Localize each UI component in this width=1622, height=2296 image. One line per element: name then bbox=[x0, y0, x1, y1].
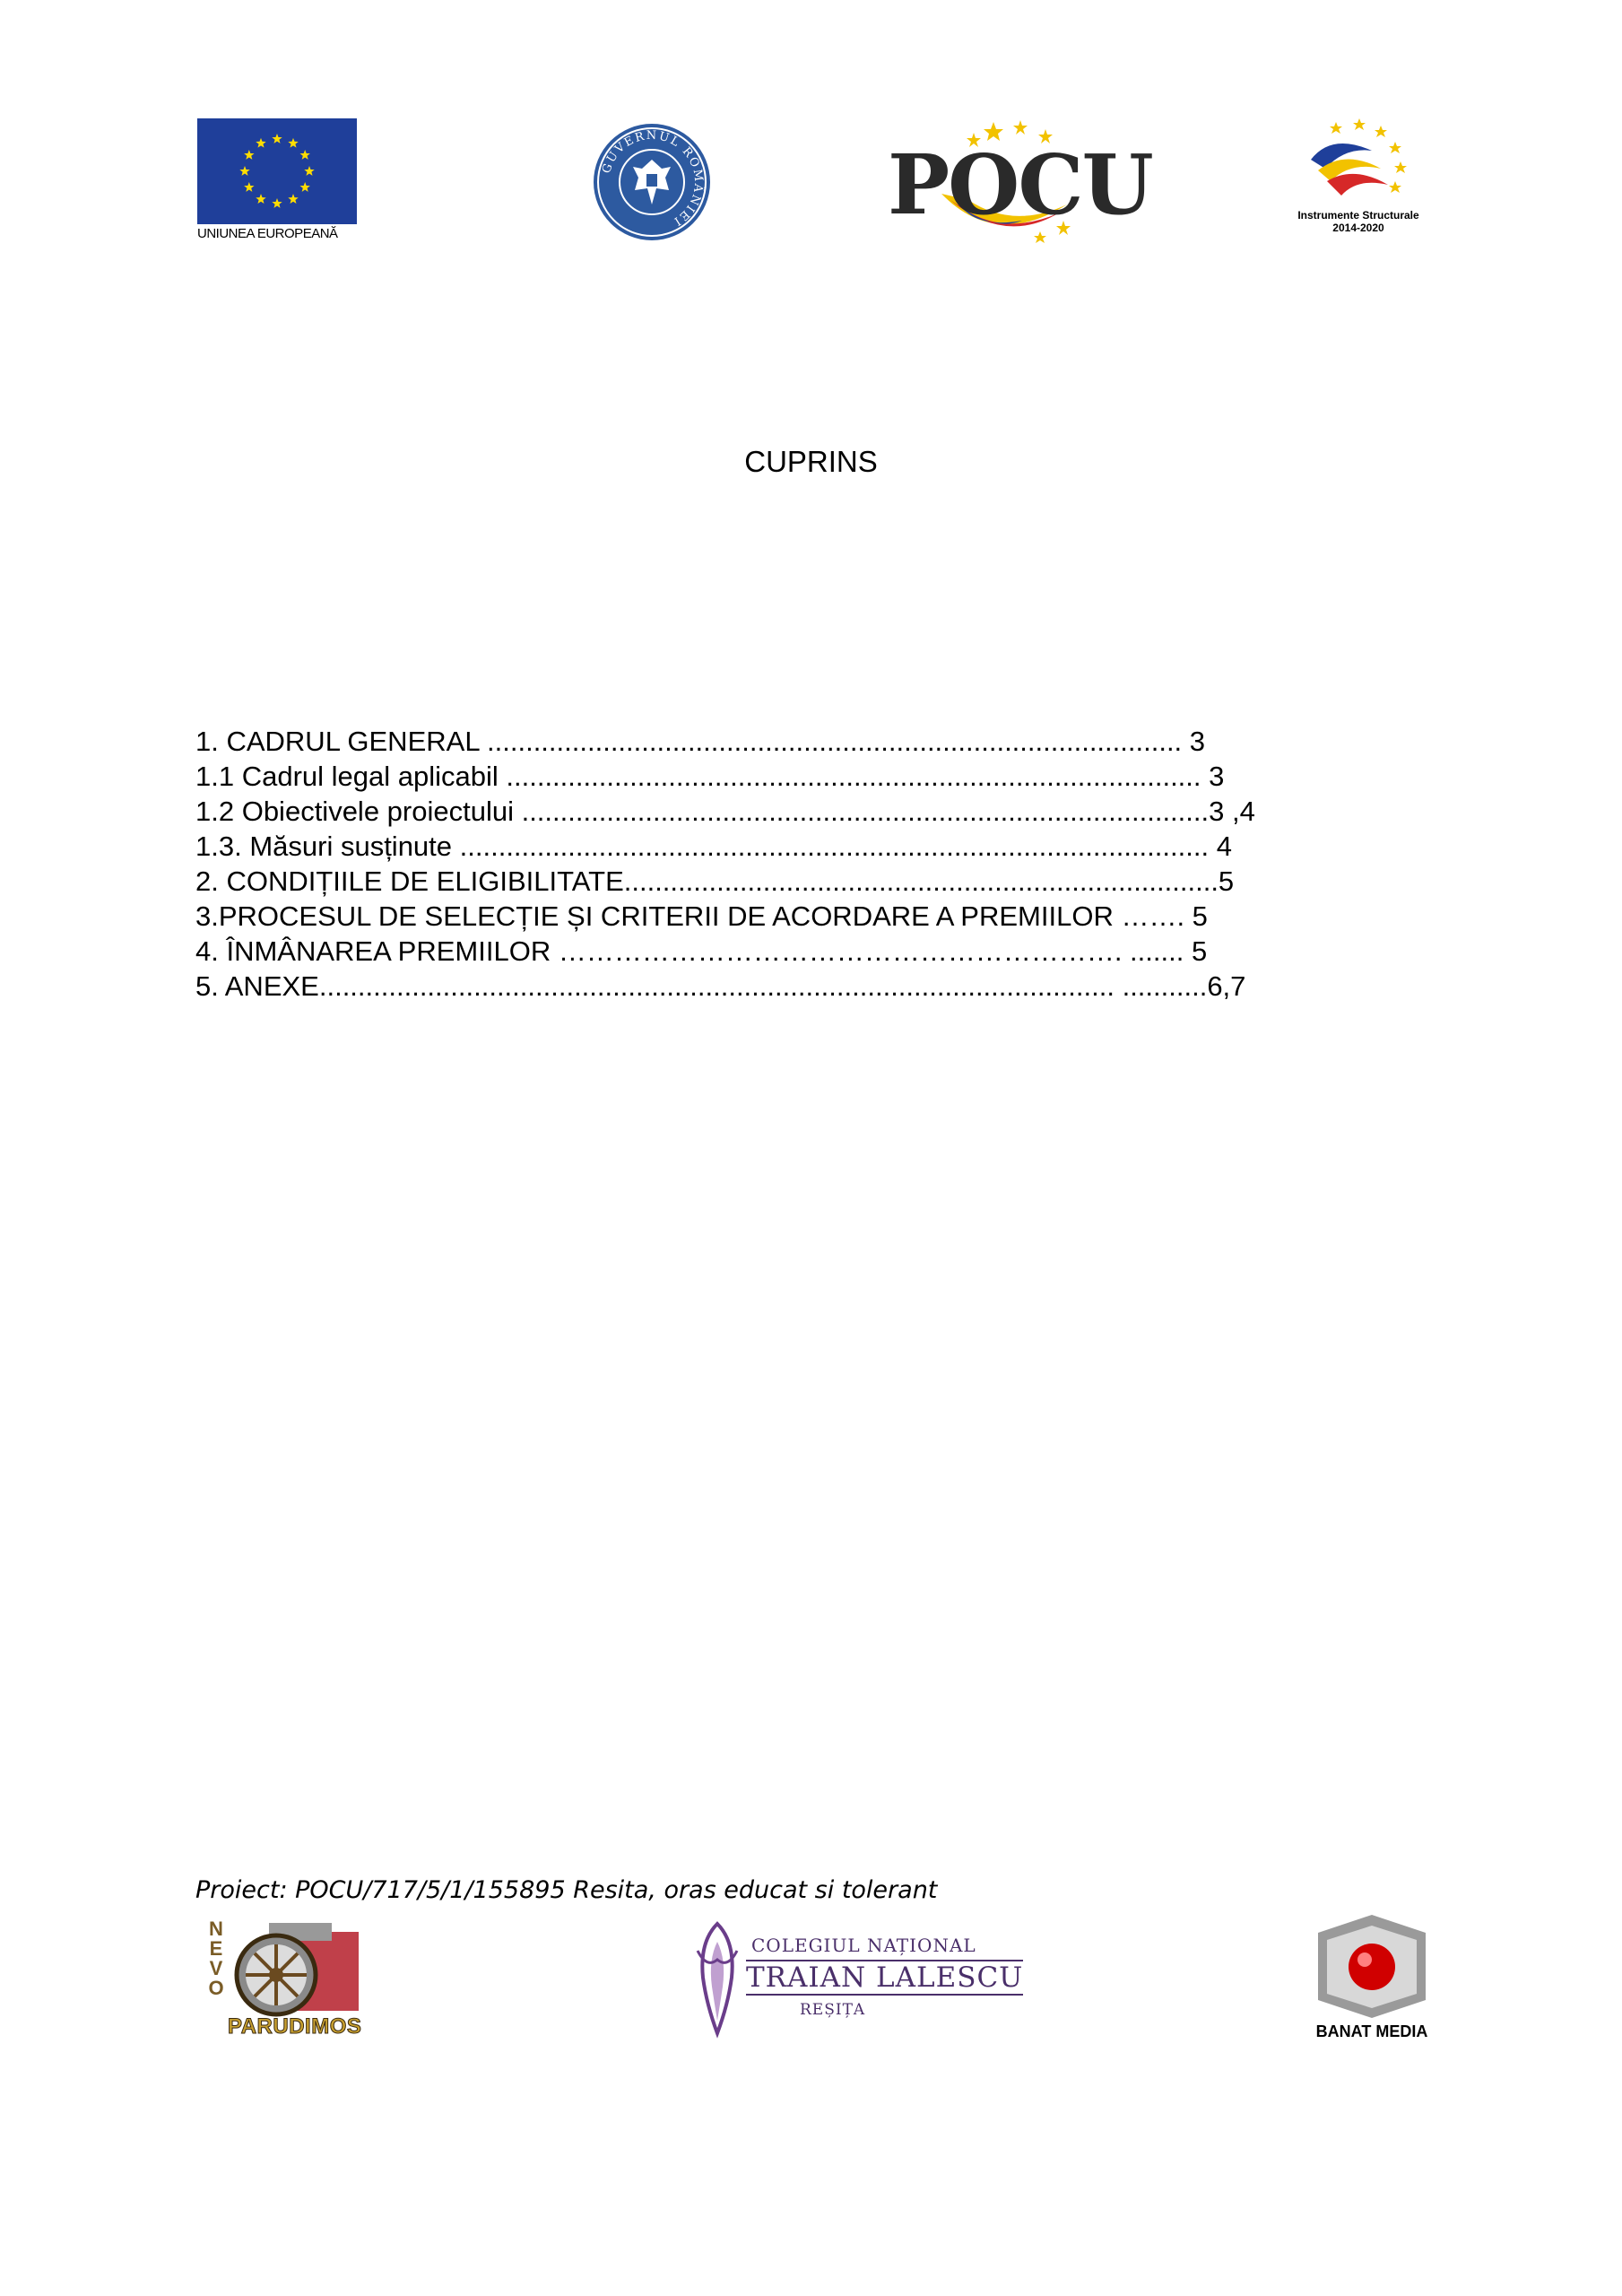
instrumente-structurale-caption bbox=[1291, 209, 1426, 234]
eu-logo bbox=[197, 118, 359, 242]
phoenix-emblem-icon bbox=[690, 1915, 744, 2040]
toc-entry: 5. ANEXE....................................................................................................... ...........6,7 bbox=[195, 970, 1246, 1002]
toc-entry: 1. CADRUL GENERAL .......................................................................................... 3 bbox=[195, 726, 1206, 757]
toc-entry: 1.3. Măsuri susținute ................................................................................................. 4 bbox=[195, 831, 1232, 862]
footer-project-line: Proiect: POCU/717/5/1/155895 Resita, oras educat si tolerant bbox=[195, 1876, 938, 1904]
government-romania-logo bbox=[592, 122, 712, 242]
page-title: CUPRINS bbox=[744, 445, 878, 478]
banat-media-icon bbox=[1309, 1915, 1435, 2018]
gov-ring-text: GUVERNUL ROMÂNIEI bbox=[600, 128, 706, 229]
table-of-contents bbox=[195, 724, 1361, 1004]
nevo-parudimos-logo bbox=[206, 1919, 368, 2045]
instrumente-structurale-logo bbox=[1291, 115, 1426, 249]
toc-entry: 1.1 Cadrul legal aplicabil .......................................................................................... 3 bbox=[195, 761, 1225, 792]
nevo-side-label: NEVO bbox=[208, 1918, 224, 1999]
wagon-wheel-icon bbox=[206, 1919, 368, 2018]
nevo-parudimos-name: PARUDIMOS bbox=[228, 2014, 362, 2039]
eu-caption: UNIUNEA EUROPEANĂ bbox=[197, 226, 338, 241]
colegiul-national-logo bbox=[690, 1915, 1024, 2040]
eu-flag-icon bbox=[197, 118, 357, 224]
banat-media-name: BANAT MEDIA bbox=[1315, 2022, 1428, 2040]
instrumente-structurale-icon bbox=[1291, 115, 1426, 208]
colegiu-line3: REȘIȚA bbox=[800, 2001, 866, 2019]
toc-entry: 1.2 Obiectivele proiectului .........................................................................................3 ,4 bbox=[195, 796, 1255, 827]
colegiu-line1: COLEGIUL NAȚIONAL bbox=[751, 1935, 976, 1956]
toc-entry: 2. CONDIȚIILE DE ELIGIBILITATE.............................................................................5 bbox=[195, 865, 1235, 897]
toc-entry: 4. ÎNMÂNAREA PREMIILOR ……………………………………………………. ....... 5 bbox=[195, 935, 1208, 967]
colegiu-line2: TRAIAN LALESCU bbox=[746, 1961, 1024, 1994]
pocu-wordmark: POCU bbox=[888, 136, 1152, 233]
government-seal-icon bbox=[592, 122, 712, 242]
banat-media-logo bbox=[1309, 1915, 1435, 2045]
toc-entry: 3.PROCESUL DE SELECȚIE ȘI CRITERII DE ACORDARE A PREMIILOR ……. 5 bbox=[195, 900, 1208, 932]
is-caption-line1: Instrumente Structurale bbox=[1297, 209, 1419, 222]
pocu-logo bbox=[888, 115, 1152, 246]
is-caption-line2: 2014-2020 bbox=[1332, 222, 1384, 234]
